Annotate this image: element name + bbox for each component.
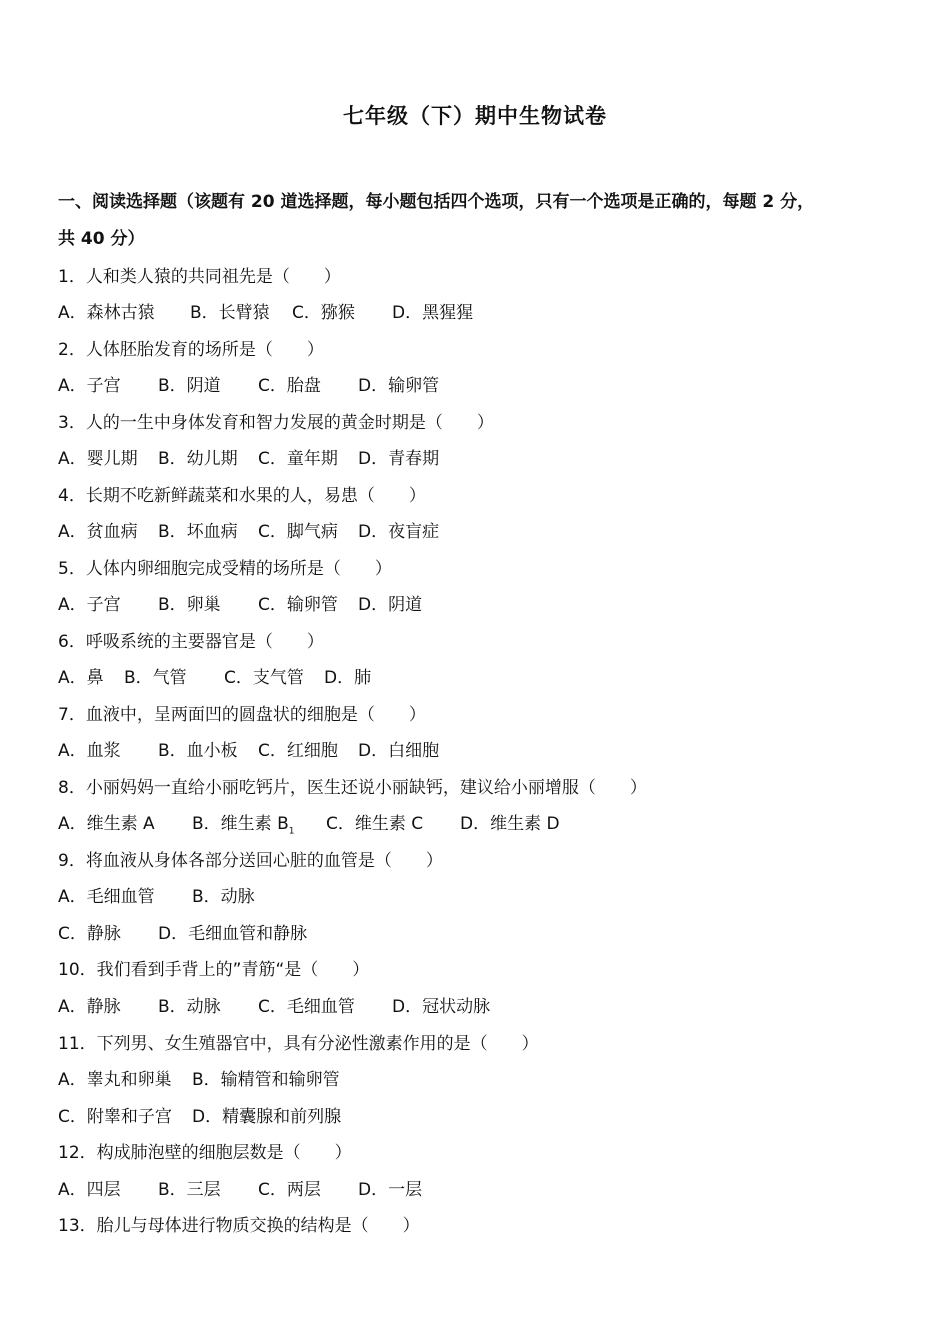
option-with-subscript <box>192 809 326 846</box>
question-stem: 1．人和类人猿的共同祖先是（ ） <box>58 267 341 287</box>
option: C．两层 <box>258 1180 321 1200</box>
option: B．长臂猿 <box>190 303 270 323</box>
option: A．子宫 <box>58 376 121 396</box>
option: B．动脉 <box>192 887 255 907</box>
option: B．血小板 <box>158 741 238 761</box>
option: C．胎盘 <box>258 376 321 396</box>
options-row <box>58 663 371 693</box>
subscript: 1 <box>288 826 295 837</box>
options-row <box>58 298 473 328</box>
options-row <box>58 882 255 912</box>
page-title: 七年级（下）期中生物试卷 <box>343 104 607 128</box>
section-heading-line1: 一、阅读选择题（该题有 20 道选择题，每小题包括四个选项，只有一个选项是正确的，每题 2 分， <box>58 192 815 212</box>
option: D．精囊腺和前列腺 <box>192 1107 342 1127</box>
options-row <box>58 517 439 547</box>
options-row <box>58 809 560 839</box>
option: B．动脉 <box>158 997 221 1017</box>
option: A．鼻 <box>58 668 104 688</box>
option: B．卵巢 <box>158 595 221 615</box>
option: C．维生素 C <box>326 814 424 834</box>
option: D．一层 <box>358 1180 423 1200</box>
question-stem: 6．呼吸系统的主要器官是（ ） <box>58 632 324 652</box>
question-stem: 3．人的一生中身体发育和智力发展的黄金时期是（ ） <box>58 413 494 433</box>
options-row <box>58 590 422 620</box>
question-stem: 8．小丽妈妈一直给小丽吃钙片，医生还说小丽缺钙，建议给小丽增服（ ） <box>58 778 647 798</box>
question-stem: 2．人体胚胎发育的场所是（ ） <box>58 340 324 360</box>
option: D．阴道 <box>358 595 423 615</box>
option: C．脚气病 <box>258 522 338 542</box>
option: A．四层 <box>58 1180 121 1200</box>
option: D．肺 <box>324 668 372 688</box>
option: B．幼儿期 <box>158 449 238 469</box>
option: C．毛细血管 <box>258 997 355 1017</box>
option: D．夜盲症 <box>358 522 440 542</box>
option: B．三层 <box>158 1180 221 1200</box>
question-stem: 4．长期不吃新鲜蔬菜和水果的人，易患（ ） <box>58 486 426 506</box>
options-row <box>58 736 439 766</box>
option: D．毛细血管和静脉 <box>158 924 308 944</box>
option: A．睾丸和卵巢 <box>58 1070 172 1090</box>
options-row <box>58 371 439 401</box>
options-row <box>58 1065 340 1095</box>
option: C．附睾和子宫 <box>58 1107 172 1127</box>
option: D．黑猩猩 <box>392 303 474 323</box>
option: D．维生素 D <box>460 814 560 834</box>
option: A．婴儿期 <box>58 449 138 469</box>
option: D．白细胞 <box>358 741 440 761</box>
question-stem: 12．构成肺泡壁的细胞层数是（ ） <box>58 1143 352 1163</box>
option: B．阴道 <box>158 376 221 396</box>
question-stem: 9．将血液从身体各部分送回心脏的血管是（ ） <box>58 851 443 871</box>
option: A．维生素 A <box>58 814 155 834</box>
option: C．静脉 <box>58 924 121 944</box>
option: C．猕猴 <box>292 303 355 323</box>
option: C．输卵管 <box>258 595 338 615</box>
question-stem: 5．人体内卵细胞完成受精的场所是（ ） <box>58 559 392 579</box>
option: B．坏血病 <box>158 522 238 542</box>
question-stem: 7．血液中，呈两面凹的圆盘状的细胞是（ ） <box>58 705 426 725</box>
options-row <box>58 1175 422 1205</box>
option: B．输精管和输卵管 <box>192 1070 340 1090</box>
option: A．静脉 <box>58 997 121 1017</box>
option: D．输卵管 <box>358 376 440 396</box>
options-row <box>58 919 307 949</box>
options-row <box>58 1102 341 1132</box>
question-stem: 13．胎儿与母体进行物质交换的结构是（ ） <box>58 1216 420 1236</box>
option: B．气管 <box>124 668 187 688</box>
option: D．冠状动脉 <box>392 997 491 1017</box>
option: D．青春期 <box>358 449 440 469</box>
option: B．维生素 B <box>192 814 289 834</box>
option: C．红细胞 <box>258 741 338 761</box>
question-stem: 10．我们看到手背上的”青筋“是（ ） <box>58 960 370 980</box>
option: C．支气管 <box>224 668 304 688</box>
option: C．童年期 <box>258 449 338 469</box>
option: A．子宫 <box>58 595 121 615</box>
question-stem: 11．下列男、女生殖器官中，具有分泌性激素作用的是（ ） <box>58 1034 539 1054</box>
options-row <box>58 992 490 1022</box>
option: A．贫血病 <box>58 522 138 542</box>
section-heading-line2: 共 40 分） <box>58 229 145 249</box>
options-row <box>58 444 439 474</box>
option: A．森林古猿 <box>58 303 155 323</box>
option: A．血浆 <box>58 741 121 761</box>
option: A．毛细血管 <box>58 887 155 907</box>
section-heading <box>58 184 898 258</box>
